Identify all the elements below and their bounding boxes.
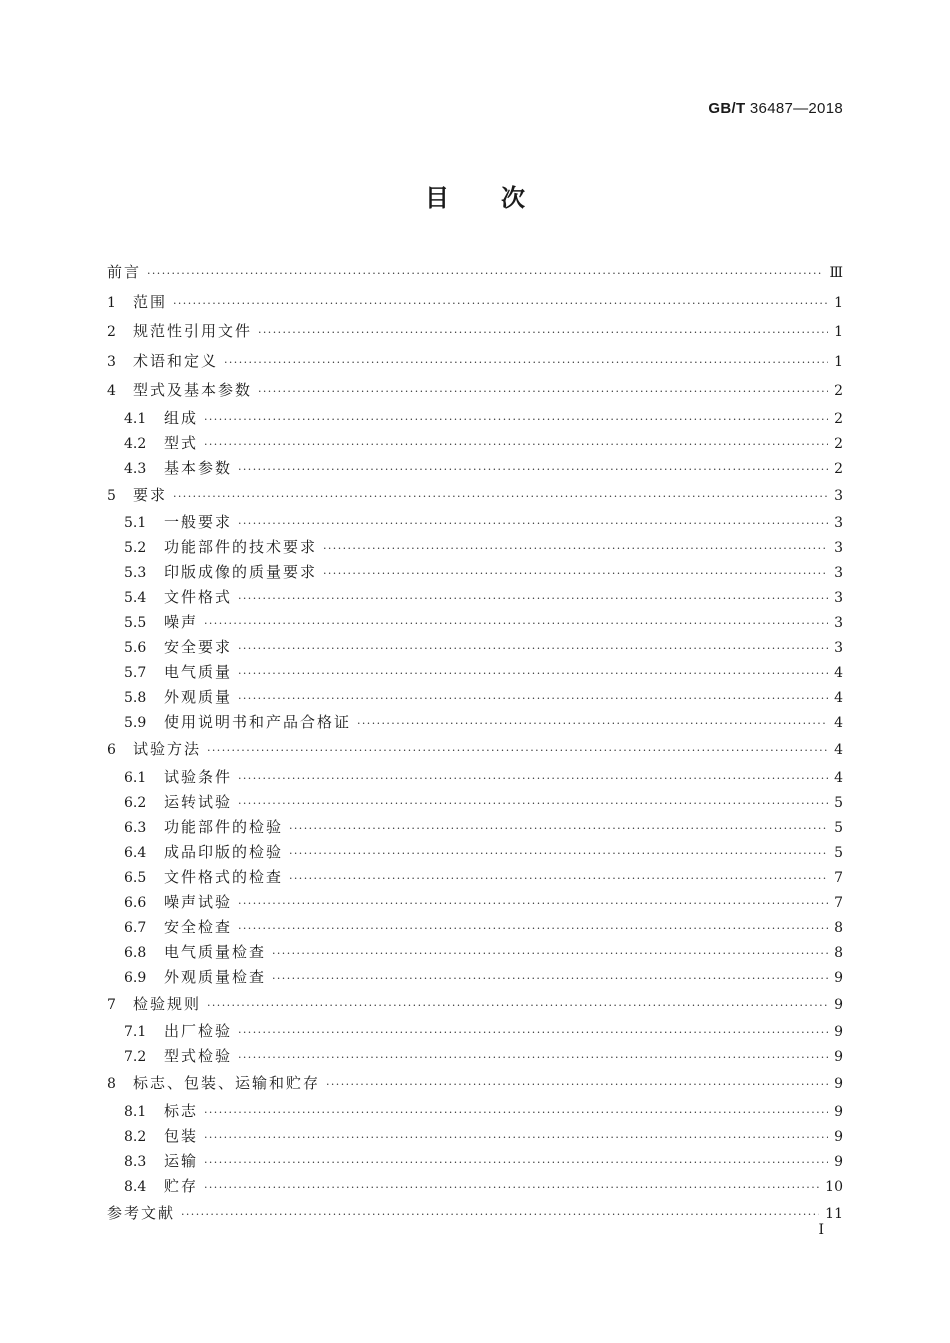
toc-leader-dots (238, 791, 828, 816)
toc-entry-number: 6.9 (124, 969, 147, 986)
toc-entry-label: 文件格式的检查 (164, 867, 284, 886)
toc-entry[interactable] (107, 376, 843, 406)
toc-entry-number: 8 (107, 1076, 116, 1092)
table-of-contents (107, 258, 843, 1228)
toc-entry[interactable] (107, 347, 843, 377)
toc-entry[interactable] (107, 317, 843, 347)
toc-entry-number: 7 (107, 996, 116, 1013)
toc-entry-number: 6.6 (124, 894, 147, 911)
toc-leader-dots (147, 259, 823, 289)
toc-entry-page: 9 (834, 1128, 843, 1145)
toc-leader-dots (224, 348, 828, 378)
toc-entry[interactable] (107, 1174, 843, 1199)
toc-entry[interactable] (107, 406, 843, 431)
toc-entry-page: 3 (834, 487, 843, 504)
toc-entry-page: 4 (834, 690, 843, 706)
toc-entry-page: 1 (834, 353, 843, 370)
toc-entry-page: 9 (834, 1103, 843, 1120)
toc-leader-dots (323, 561, 828, 586)
toc-entry-label: 一般要求 (164, 513, 233, 531)
toc-leader-dots (238, 511, 828, 536)
toc-entry[interactable] (107, 1149, 843, 1174)
toc-entry-number: 6 (107, 742, 116, 758)
toc-entry-label: 使用说明书和产品合格证 (164, 713, 352, 731)
toc-entry[interactable] (107, 765, 843, 790)
toc-leader-dots (238, 766, 828, 791)
toc-entry-number: 8.1 (124, 1103, 147, 1120)
toc-entry-page: 4 (834, 742, 843, 758)
toc-entry-page: Ⅲ (829, 265, 843, 281)
toc-entry[interactable] (107, 790, 843, 815)
toc-entry[interactable] (107, 1099, 843, 1124)
standard-number (708, 100, 843, 117)
toc-leader-dots (289, 866, 828, 891)
toc-entry-page: 4 (834, 665, 843, 681)
toc-entry-label: 电气质量检查 (164, 942, 267, 961)
toc-entry[interactable] (107, 560, 843, 585)
toc-entry-number: 5.7 (124, 665, 147, 681)
toc-entry-number: 6.1 (124, 769, 147, 786)
toc-leader-dots (258, 318, 828, 348)
toc-entry-label: 噪声 (164, 613, 199, 631)
toc-entry-label: 功能部件的检验 (164, 817, 284, 836)
toc-entry-page: 4 (834, 715, 843, 731)
toc-entry-label: 型式 (164, 433, 199, 452)
toc-entry-number: 8.2 (124, 1128, 147, 1145)
toc-entry-number: 2 (107, 324, 116, 340)
toc-entry-label: 范围 (133, 292, 168, 311)
toc-leader-dots (204, 407, 828, 432)
toc-entry-number: 5.5 (124, 615, 147, 631)
toc-entry-label: 外观质量检查 (164, 967, 267, 986)
toc-entry-label: 要求 (133, 485, 168, 504)
toc-leader-dots (238, 916, 828, 941)
toc-leader-dots (326, 1070, 828, 1100)
toc-entry-number: 6.4 (124, 844, 147, 861)
toc-entry[interactable] (107, 1019, 843, 1044)
toc-entry-label: 型式及基本参数 (133, 381, 253, 399)
toc-leader-dots (204, 1150, 828, 1175)
toc-entry-label: 功能部件的技术要求 (164, 538, 318, 556)
toc-entry-page: 3 (834, 565, 843, 581)
toc-entry-label: 标志 (164, 1101, 199, 1120)
toc-entry-label: 试验条件 (164, 767, 233, 786)
toc-entry-page: 9 (834, 1076, 843, 1092)
toc-entry-page: 9 (834, 1049, 843, 1065)
toc-entry[interactable] (107, 990, 843, 1020)
toc-entry-number: 5.2 (124, 540, 147, 556)
toc-entry-label: 运输 (164, 1151, 199, 1170)
toc-leader-dots (238, 457, 828, 482)
toc-entry-number: 6.2 (124, 794, 147, 811)
toc-entry[interactable] (107, 1044, 843, 1069)
toc-entry[interactable] (107, 1069, 843, 1099)
toc-entry[interactable] (107, 258, 843, 288)
title-char-2: 次 (501, 184, 525, 212)
toc-entry-number: 5.6 (124, 640, 147, 656)
toc-leader-dots (323, 536, 828, 561)
toc-leader-dots (207, 991, 828, 1021)
toc-entry[interactable] (107, 735, 843, 765)
toc-entry-label: 贮存 (164, 1176, 199, 1195)
toc-entry-label: 标志、包装、运输和贮存 (133, 1074, 321, 1092)
toc-entry-label: 规范性引用文件 (133, 322, 253, 340)
toc-entry-page: 7 (834, 894, 843, 911)
toc-entry-label: 出厂检验 (164, 1022, 233, 1040)
toc-leader-dots (238, 686, 828, 711)
toc-entry-page: 9 (834, 1153, 843, 1170)
toc-entry-page: 1 (834, 324, 843, 340)
toc-entry[interactable] (107, 456, 843, 481)
toc-entry-number: 7.2 (124, 1049, 147, 1065)
toc-entry-number: 6.7 (124, 919, 147, 936)
toc-entry-page: 2 (834, 383, 843, 399)
toc-entry[interactable] (107, 660, 843, 685)
toc-entry-number: 1 (107, 294, 116, 311)
toc-entry-page: 7 (834, 869, 843, 886)
toc-leader-dots (258, 377, 828, 407)
toc-entry-page: 3 (834, 590, 843, 606)
toc-entry-label: 包装 (164, 1126, 199, 1145)
toc-entry-page: 8 (834, 944, 843, 961)
toc-entry[interactable] (107, 1124, 843, 1149)
toc-entry-label: 检验规则 (133, 994, 202, 1013)
toc-entry-number: 4 (107, 383, 116, 399)
toc-entry-number: 5.4 (124, 590, 147, 606)
page-number: Ⅰ (818, 1222, 824, 1238)
toc-entry-label: 型式检验 (164, 1047, 233, 1065)
toc-entry-number: 7.1 (124, 1024, 147, 1040)
toc-entry-label: 外观质量 (164, 688, 233, 706)
toc-entry-number: 6.3 (124, 819, 147, 836)
toc-entry-number: 5 (107, 487, 116, 504)
toc-entry-page: 4 (834, 769, 843, 786)
page-title (0, 178, 950, 213)
toc-entry[interactable] (107, 635, 843, 660)
toc-leader-dots (238, 586, 828, 611)
toc-entry[interactable] (107, 865, 843, 890)
toc-entry-number: 8.4 (124, 1178, 147, 1195)
toc-entry-label: 术语和定义 (133, 351, 219, 370)
toc-entry-number: 4.3 (124, 460, 147, 477)
toc-leader-dots (238, 891, 828, 916)
toc-entry-page: 9 (834, 969, 843, 986)
toc-entry[interactable] (107, 610, 843, 635)
toc-leader-dots (238, 636, 828, 661)
toc-entry[interactable] (107, 965, 843, 990)
toc-entry-page: 5 (834, 844, 843, 861)
toc-entry-page: 2 (834, 435, 843, 452)
toc-entry[interactable] (107, 840, 843, 865)
toc-entry[interactable] (107, 510, 843, 535)
toc-entry-number: 5.8 (124, 690, 147, 706)
toc-entry-page: 2 (834, 460, 843, 477)
toc-entry[interactable] (107, 710, 843, 735)
toc-entry[interactable] (107, 585, 843, 610)
toc-entry-label: 试验方法 (133, 740, 202, 758)
toc-entry-number: 3 (107, 353, 116, 370)
toc-entry[interactable] (107, 288, 843, 318)
toc-entry-label: 电气质量 (164, 663, 233, 681)
toc-leader-dots (272, 966, 828, 991)
toc-leader-dots (238, 661, 828, 686)
toc-entry-page: 3 (834, 515, 843, 531)
toc-entry-number: 4.2 (124, 435, 147, 452)
toc-leader-dots (173, 289, 828, 319)
toc-leader-dots (181, 1200, 819, 1230)
toc-leader-dots (204, 1100, 828, 1125)
toc-entry-page: 3 (834, 640, 843, 656)
toc-entry-page: 2 (834, 410, 843, 427)
toc-entry[interactable] (107, 940, 843, 965)
toc-entry[interactable] (107, 685, 843, 710)
toc-leader-dots (204, 611, 828, 636)
toc-entry-number: 5.3 (124, 565, 147, 581)
toc-entry-label: 印版成像的质量要求 (164, 563, 318, 581)
toc-leader-dots (289, 816, 828, 841)
toc-leader-dots (173, 482, 828, 512)
toc-leader-dots (207, 736, 828, 766)
toc-entry-page: 5 (834, 819, 843, 836)
toc-entry-page: 1 (834, 294, 843, 311)
toc-entry[interactable] (107, 535, 843, 560)
toc-entry-label: 文件格式 (164, 588, 233, 606)
standard-code: GB/T (708, 100, 746, 117)
toc-entry-number: 8.3 (124, 1153, 147, 1170)
toc-entry-number: 5.9 (124, 715, 147, 731)
toc-leader-dots (204, 1125, 828, 1150)
toc-entry-page: 11 (825, 1205, 843, 1222)
toc-leader-dots (238, 1020, 828, 1045)
toc-entry[interactable] (107, 815, 843, 840)
toc-entry-label: 基本参数 (164, 458, 233, 477)
toc-entry-number: 6.8 (124, 944, 147, 961)
toc-entry-page: 10 (825, 1178, 843, 1195)
toc-entry-label: 前言 (107, 263, 142, 281)
toc-entry-label: 安全检查 (164, 917, 233, 936)
standard-year: 36487—2018 (749, 100, 843, 117)
toc-entry-label: 噪声试验 (164, 892, 233, 911)
toc-entry-page: 8 (834, 919, 843, 936)
toc-entry[interactable] (107, 890, 843, 915)
toc-entry-label: 运转试验 (164, 792, 233, 811)
toc-leader-dots (289, 841, 828, 866)
toc-entry-label: 组成 (164, 408, 199, 427)
toc-leader-dots (238, 1045, 828, 1070)
toc-entry-number: 6.5 (124, 869, 147, 886)
toc-entry-page: 3 (834, 615, 843, 631)
toc-leader-dots (272, 941, 828, 966)
toc-leader-dots (204, 1175, 819, 1200)
toc-entry[interactable] (107, 915, 843, 940)
toc-entry[interactable] (107, 431, 843, 456)
toc-leader-dots (204, 432, 828, 457)
toc-entry-page: 9 (834, 996, 843, 1013)
toc-entry-label: 参考文献 (107, 1203, 176, 1222)
toc-entry-number: 4.1 (124, 410, 147, 427)
toc-entry-label: 安全要求 (164, 638, 233, 656)
toc-leader-dots (357, 711, 828, 736)
toc-entry[interactable] (107, 481, 843, 511)
toc-entry-label: 成品印版的检验 (164, 842, 284, 861)
toc-entry-number: 5.1 (124, 515, 147, 531)
toc-entry[interactable] (107, 1199, 843, 1229)
title-char-1: 目 (425, 184, 449, 212)
toc-entry-page: 5 (834, 794, 843, 811)
toc-entry-page: 3 (834, 540, 843, 556)
toc-entry-page: 9 (834, 1024, 843, 1040)
